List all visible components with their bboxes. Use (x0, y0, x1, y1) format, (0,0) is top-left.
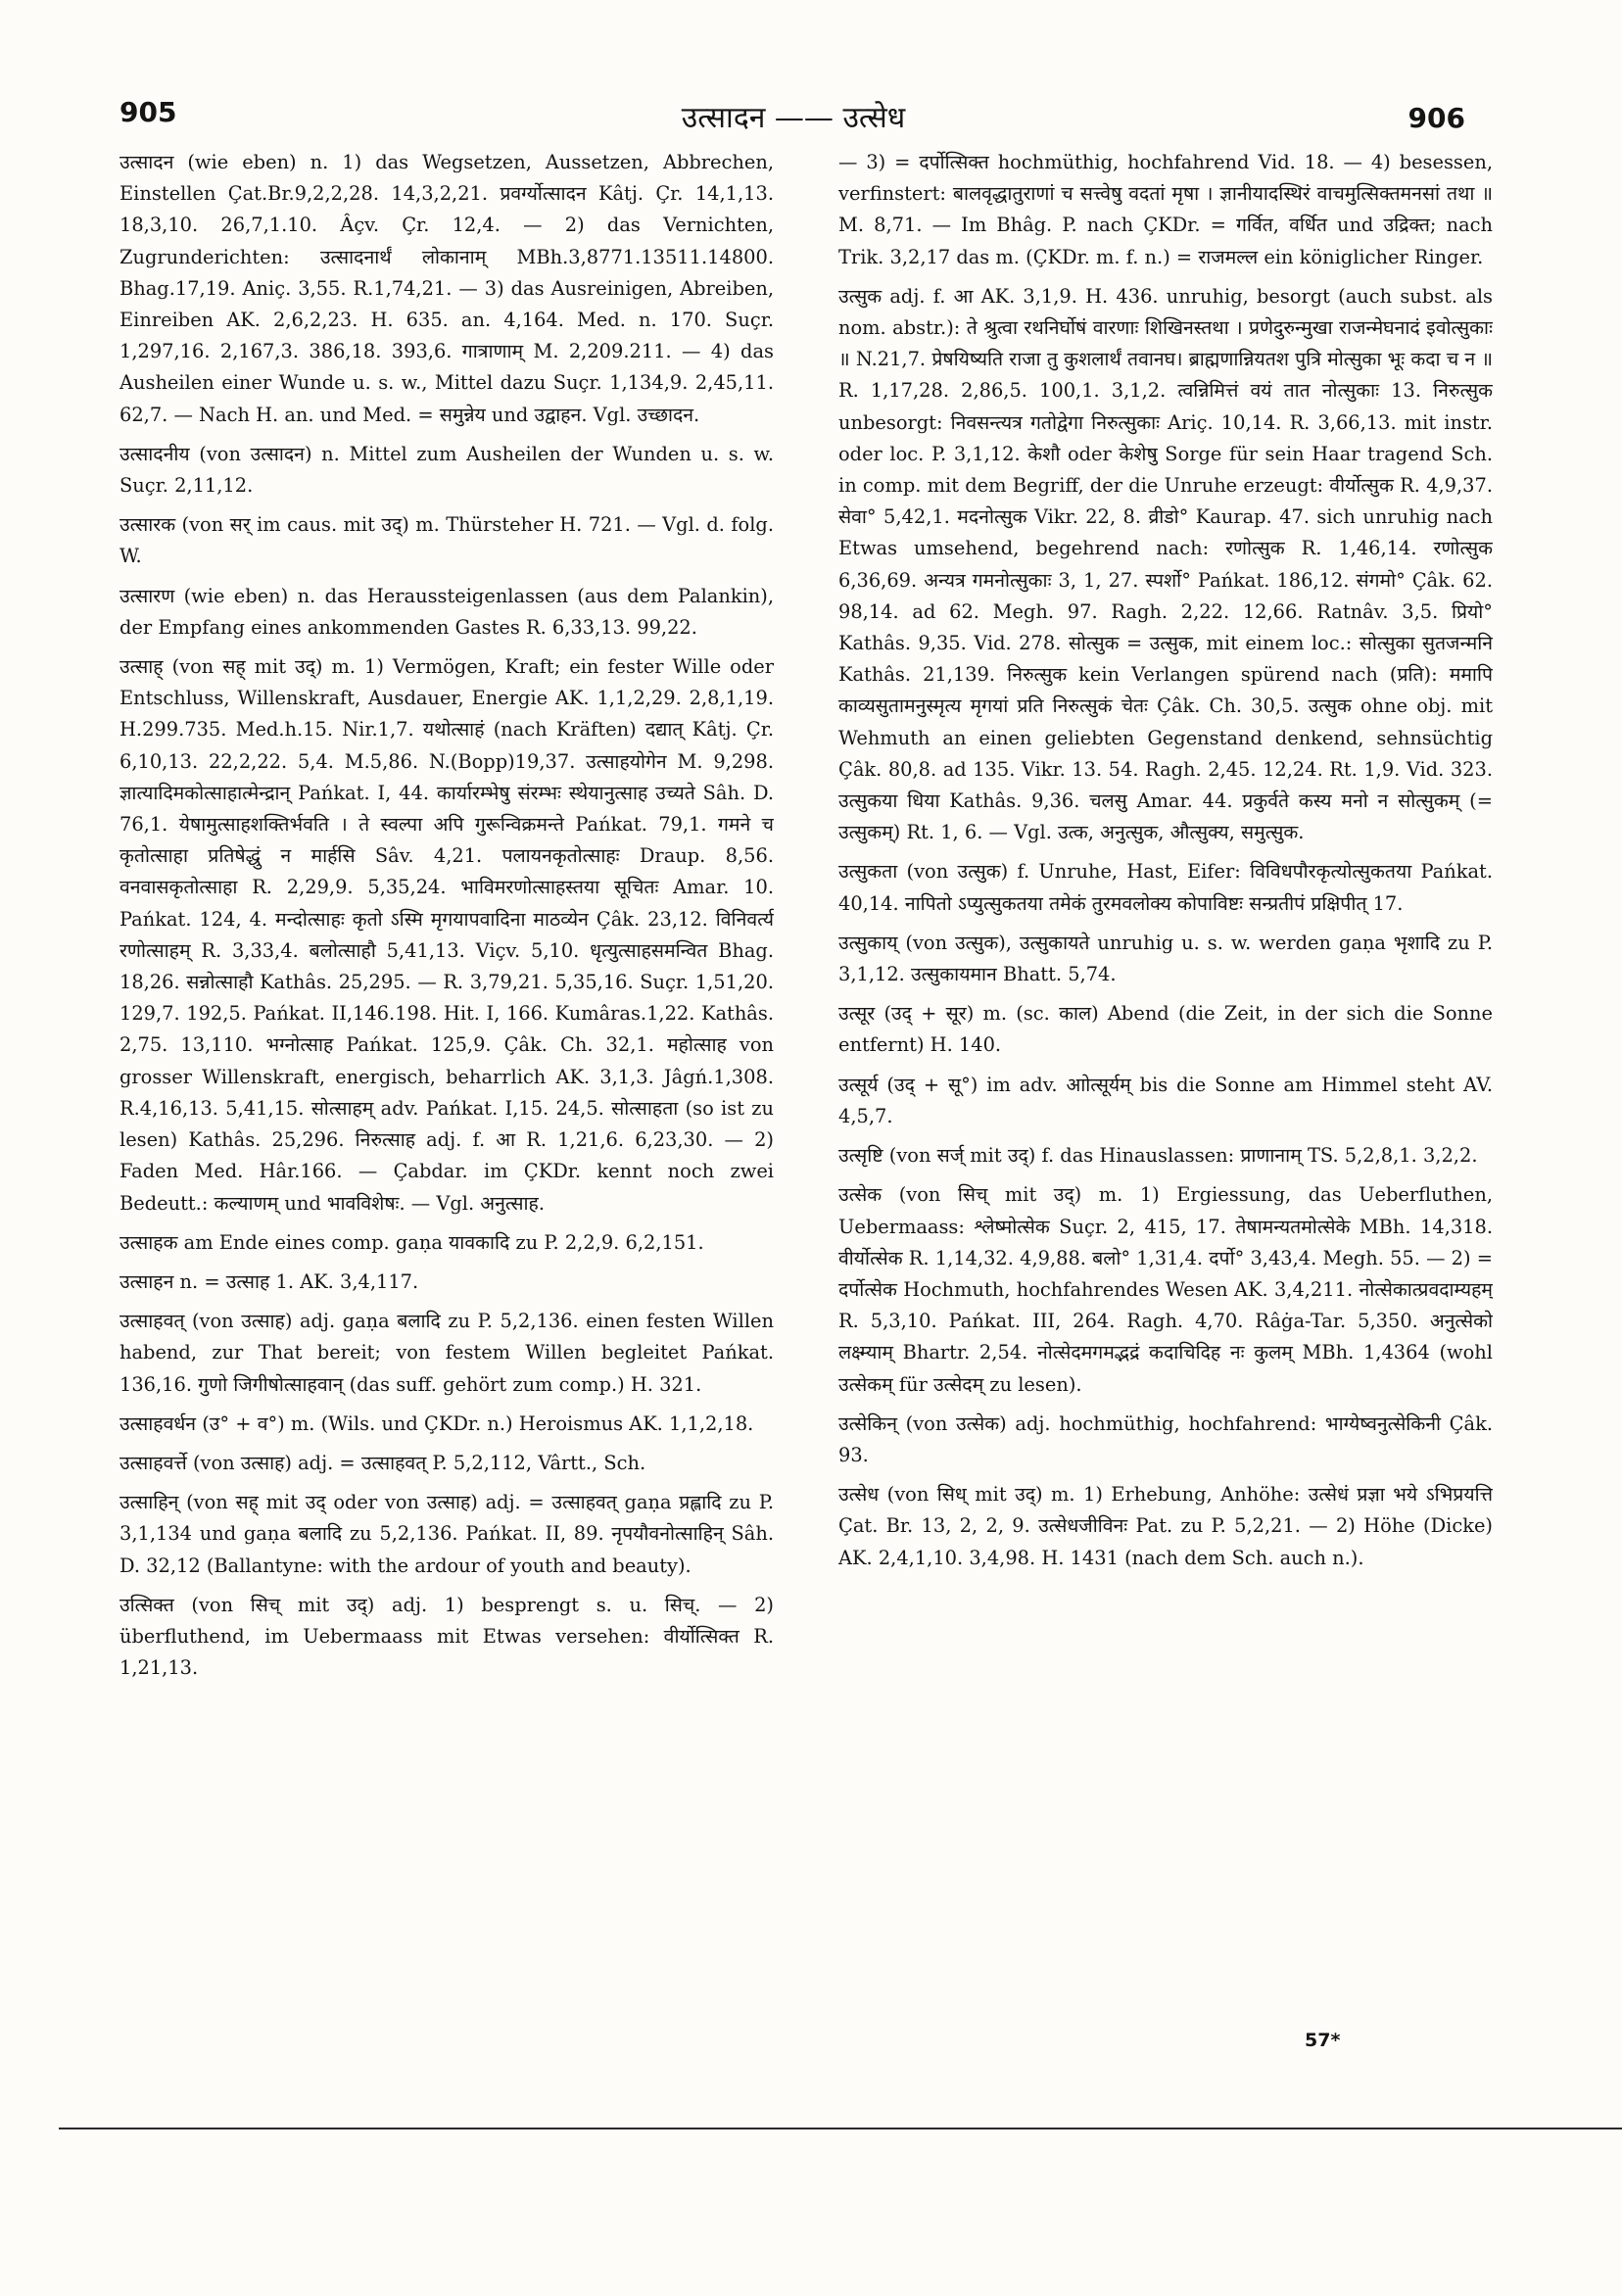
bottom-rule (59, 2128, 1622, 2129)
entry: उत्सुक adj. f. आ AK. 3,1,9. H. 436. unruhig, besorgt (auch subst. als nom. abstr.): ते श्रुत्वा रथनिर्घोषं वारणाः शिखिनस्तथा । प्रणेदुरुन्मुखा राजन्मेघनादं इवोत्सुकाः ॥ N.21,7. प्रेषयिष्यति राजा तु कुशलार्थं तवानघ। ब्राह्मणान्नियतश पुत्रि मोत्सुका भूः कदा च न ॥ R. 1,17,28. 2,86,5. 100,1. 3,1,2. त्वन्निमित्तं वयं तात नोत्सुकाः 13. निरुत्सुक unbesorgt: निवसन्त्यत्र गतोद्वेगा निरुत्सुकाः Ariç. 10,14. R. 3,66,13. mit instr. oder loc. P. 3,1,12. केशौ oder केशेषु Sorge für sein Haar tragend Sch. in comp. mit dem Begriff, der die Unruhe erzeugt: वीर्योत्सुक R. 4,9,37. सेवा° 5,42,1. मदनोत्सुक Vikr. 22, 8. व्रीडो° Kaurap. 47. sich unruhig nach Etwas umsehend, begehrend nach: रणोत्सुक R. 1,46,14. रणोत्सुक 6,36,69. अन्यत्र गमनोत्सुकाः 3, 1, 27. स्पर्शो° Pańkat. 186,12. संगमो° Çâk. 62. 98,14. ad 62. Megh. 97. Ragh. 2,22. 12,66. Ratnâv. 3,5. प्रियो° Kathâs. 9,35. Vid. 278. सोत्सुक = उत्सुक, mit einem loc.: सोत्सुका सुतजन्मनि Kathâs. 21,139. निरुत्सुक kein Verlangen spürend nach (प्रति): ममापि काव्यसुतामनुस्मृत्य मृगयां प्रति निरुत्सुकं चेतः Çâk. Ch. 30,5. उत्सुक ohne obj. mit Wehmuth an einen geliebten Gegenstand denkend, sehnsüchtig Çâk. 80,8. ad 135. Vikr. 13. 54. Ragh. 2,45. 12,24. Rt. 1,9. Vid. 323. उत्सुकया धिया Kathâs. 9,36. चलसु Amar. 44. प्रकुर्वते कस्य मनो न सोत्सुकम् (= उत्सुकम्) Rt. 1, 6. — Vgl. उत्क, अनुत्सुक, औत्सुक्य, समुत्सुक. (838, 284, 1493, 844)
entry: उत्सेक (von सिच् mit उद्) m. 1) Ergiessung, das Ueberfluthen, Uebermaass: श्लेष्मोत्सेक Suçr. 2, 415, 17. तेषामन्यतमोत्सेके MBh. 14,318. वीर्योत्सेक R. 1,14,32. 4,9,88. बलो° 1,31,4. दर्पो° 3,43,4. Megh. 55. — 2) = दर्पोत्सेक Hochmuth, hochfahrendes Wesen AK. 3,4,211. नोत्सेकात्प्रवदाम्यहम् R. 5,3,10. Pańkat. III, 264. Ragh. 4,70. Râġa-Tar. 5,350. अनुत्सेको लक्ष्म्याम् Bhartr. 2,54. नोत्सेदमगमद्भद्रं कदाचिदिह नः कुलम् MBh. 1,4364 (wohl उत्सेकम् für उत्सेदम् zu lesen). (838, 1183, 1493, 1396)
page-number-right: 906 (1407, 102, 1465, 134)
entry: उत्सूर्य (उद् + सू°) im adv. आोत्सूर्यम् bis die Sonne am Himmel steht AV. 4,5,7. (838, 1073, 1493, 1127)
entry: उत्साहिन् (von सह् mit उद् oder von उत्साह) adj. = उत्साहवत् gaṇa प्रह्लादि zu P. 3,1,134 und gaṇa बलादि zu 5,2,136. Pańkat. II, 89. नृपयौवनोत्साहिन् Sâh. D. 32,12 (Ballantyne: with the ardour of youth and beauty). (119, 1491, 774, 1577)
entry: उत्साहन n. = उत्साह 1. AK. 3,4,117. (119, 1269, 419, 1293)
signature-mark: 57* (1305, 2030, 1341, 2051)
entry: उत्साह् (von सह् mit उद्) m. 1) Vermögen, Kraft; ein fester Wille oder Entschluss, Willenskraft, Ausdauer, Energie AK. 1,1,2,29. 2,8,1,19. H.299.735. Med.h.15. Nir.1,7. यथोत्साहं (nach Kräften) दद्यात् Kâtj. Çr. 6,10,13. 22,2,22. 5,4. M.5,86. N.(Bopp)19,37. उत्साहयोगेन M. 9,298. ज्ञात्यादिमकोत्साहात्मेन्द्रान् Pańkat. I, 44. कार्यारम्भेषु संरम्भः स्थेयानुत्साह उच्यते Sâh. D. 76,1. येषामुत्साहशक्तिर्भवति । ते स्वल्पा अपि गुरून्विक्रमन्ते Pańkat. 79,1. गमने च कृतोत्साहा प्रतिषेद्धुं न मार्हसि Sâv. 4,21. पलायनकृतोत्साहः Draup. 8,56. वनवासकृतोत्साहा R. 2,29,9. 5,35,24. भाविमरणोत्साहस्तया सूचितः Amar. 10. Pańkat. 124, 4. मन्दोत्साहः कृतो ऽस्मि मृगयापवादिना माठव्येन Çâk. 23,12. विनिवर्त्य रणोत्साहम् R. 3,33,4. बलोत्साहौ 5,41,13. Viçv. 5,10. धृत्युत्साहसमन्वित Bhag. 18,26. सन्नोत्साहौ Kathâs. 25,295. — R. 3,79,21. 5,35,16. Suçr. 1,51,20. 129,7. 192,5. Pańkat. II,146.198. Hit. I, 166. Kumâras.1,22. Kathâs. 2,75. 13,110. भग्नोत्साह Pańkat. 125,9. Çâk. Ch. 32,1. महोत्साह von grosser Willenskraft, energisch, beharrlich AK. 3,1,3. Jâgń.1,308. R.4,16,13. 5,41,15. सोत्साहम् adv. Pańkat. I,15. 24,5. सोत्साहता (so ist zu lesen) Kathâs. 25,296. निरुत्साह adj. f. आ R. 1,21,6. 6,23,30. — 2) Faden Med. Hâr.166. — Çabdar. im ÇKDr. kennt noch zwei Bedeutt.: कल्याणम् und भावविशेषः. — Vgl. अनुत्साह. (119, 655, 774, 1215)
entry: उत्सुकता (von उत्सुक) f. Unruhe, Hast, Eifer: विविधपौरकृत्योत्सुकतया Pańkat. 40,14. नापितो ऽप्युत्सुकतया तमेकं तुरमवलोक्य कोपाविष्टः सन्प्रतीपं प्रक्षिपीत् 17. (838, 860, 1493, 915)
entry: उत्सूर (उद् + सूर) m. (sc. काल) Abend (die Zeit, in der sich die Sonne entfernt) H. 140. (838, 1002, 1493, 1057)
page-number-left: 905 (119, 96, 177, 128)
entry: उत्सुकाय् (von उत्सुक), उत्सुकायते unruhig u. s. w. werden gaṇa भृशादि zu P. 3,1,12. उत्सुकायमान Bhatt. 5,74. (838, 931, 1493, 986)
entry: — 3) = दर्पोत्सिक्त hochmüthig, hochfahrend Vid. 18. — 4) besessen, verfinstert: बालवृद्धातुराणां च सत्त्वेषु वदतां मृषा । ज्ञानीयादस्थिरं वाचमुत्सिक्तमनसां तथा ॥ M. 8,71. — Im Bhâg. P. nach ÇKDr. = गर्वित, वर्धित und उद्रिक्त; nach Trik. 3,2,17 das m. (ÇKDr. m. f. n.) = राजमल्ल ein königlicher Ringer. (838, 151, 1493, 268)
entry: उत्साहवर्त्ते (von उत्साह) adj. = उत्साहवत् P. 5,2,112, Vârtt., Sch. (119, 1451, 646, 1474)
right-column (838, 147, 1493, 2042)
entry: उत्सेकिन् (von उत्सेक) adj. hochmüthig, hochfahrend: भाग्येष्वनुत्सेकिनी Çâk. 93. (838, 1411, 1493, 1466)
entry: उत्सिक्त (von सिच् mit उद्) adj. 1) besprengt s. u. सिच्. — 2) überfluthend, im Uebermaass mit Etwas versehen: वीर्योत्सिक्त R. 1,21,13. (119, 1593, 774, 1680)
running-header (118, 96, 1469, 135)
entry: उत्सेध (von सिध् mit उद्) m. 1) Erhebung, Anhöhe: उत्सेधं प्रज्ञा भये ऽभिप्रयत्ति Çat. Br. 13, 2, 2, 9. उत्सेधजीविनः Pat. zu P. 5,2,21. — 2) Höhe (Dicke) AK. 2,4,1,10. 3,4,98. H. 1431 (nach dem Sch. auch n.). (838, 1483, 1493, 1569)
entry: उत्सारक (von सर् im caus. mit उद्) m. Thürsteher H. 721. — Vgl. d. folg. W. (119, 513, 774, 568)
entry: उत्साहक am Ende eines comp. gaṇa यावकादि zu P. 2,2,9. 6,2,151. (119, 1230, 704, 1254)
entry: उत्सृष्टि (von सर्ज् mit उद्) f. das Hinauslassen: प्राणानाम् TS. 5,2,8,1. 3,2,2. (838, 1144, 1478, 1168)
entry: उत्सारण (wie eben) n. das Heraussteigenlassen (aus dem Palankin), der Empfang eines ankommenden Gastes R. 6,33,13. 99,22. (119, 584, 774, 639)
entry: उत्सादन (wie eben) n. 1) das Wegsetzen, Aussetzen, Abbrechen, Einstellen Çat.Br.9,2,2,28. 14,3,2,21. प्रवर्ग्योत्सादन Kâtj. Çr. 14,1,13. 18,3,10. 26,7,1.10. Âçv. Çr. 12,4. — 2) das Vernichten, Zugrunderichten: उत्सादनार्थं लोकानाम् MBh.3,8771.13511.14800. Bhag.17,19. Aniç. 3,55. R.1,74,21. — 3) das Ausreinigen, Abreiben, Einreiben AK. 2,6,2,23. H. 635. an. 4,164. Med. n. 170. Suçr. 1,297,16. 2,167,3. 386,18. 393,6. गात्राणाम् M. 2,209.211. — 4) das Ausheilen einer Wunde u. s. w., Mittel dazu Suçr. 1,134,9. 2,45,11. 62,7. — Nach H. an. und Med. = समुन्नेय und उद्वाहन. Vgl. उच्छादन. (119, 151, 774, 426)
header-title: उत्सादन —— उत्सेध (681, 101, 906, 135)
entry: उत्साहवर्धन (उ° + व°) m. (Wils. und ÇKDr. n.) Heroismus AK. 1,1,2,18. (119, 1411, 754, 1435)
entry: उत्साहवत् (von उत्साह) adj. gaṇa बलादि zu P. 5,2,136. einen festen Willen habend, zur That bereit; von festem Willen begleitet Pańkat. 136,16. गुणो जिगीषोत्साहवान् (das suff. gehört zum comp.) H. 321. (119, 1310, 774, 1396)
entry: उत्सादनीय (von उत्सादन) n. Mittel zum Ausheilen der Wunden u. s. w. Suçr. 2,11,12. (119, 442, 774, 498)
left-column (119, 147, 774, 2042)
